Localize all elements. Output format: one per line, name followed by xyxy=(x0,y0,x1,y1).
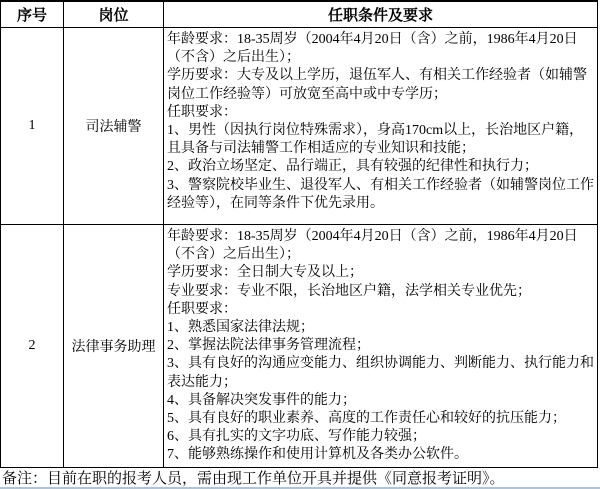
requirement-line: 年龄要求：18-35周岁（2004年4月20日（含）之前，1986年4月20日（不含）之后出生）； xyxy=(167,32,578,66)
header-cell-position: 岗位 xyxy=(64,2,164,27)
requirement-line: 专业要求：专业不限，长治地区户籍，法学相关专业优先； xyxy=(167,283,531,299)
requirement-line: 任职要求： xyxy=(167,104,237,120)
position-cell: 司法辅警 xyxy=(64,28,164,224)
requirement-line: 3、具有良好的沟通应变能力、组织协调能力、判断能力、执行能力和表达能力； xyxy=(167,356,594,390)
requirement-line: 6、具有扎实的文字功底、写作能力较强； xyxy=(167,429,426,445)
row-number-cell: 2 xyxy=(1,225,64,467)
requirements-cell xyxy=(164,225,597,467)
requirements-cell xyxy=(164,28,597,224)
table-row xyxy=(1,225,597,467)
position-cell: 法律事务助理 xyxy=(64,225,164,467)
requirement-line: 7、能够熟练操作和使用计算机及各类办公软件。 xyxy=(167,447,468,463)
requirement-line: 学历要求：大专及以上学历，退伍军人、有相关工作经验者（如辅警岗位工作经验等）可放宽至高中或中专学历； xyxy=(167,68,587,102)
table-row xyxy=(1,28,597,225)
header-cell-number: 序号 xyxy=(1,2,64,27)
requirement-line: 5、具有良好的职业素养、高度的工作责任心和较好的抗压能力； xyxy=(167,411,566,427)
requirement-line: 2、政治立场坚定、品行端正，具有较强的纪律性和执行力； xyxy=(167,159,538,175)
requirement-line: 4、具备解决突发事件的能力； xyxy=(167,392,356,408)
header-cell-requirements: 任职条件及要求 xyxy=(327,8,433,24)
row-number-cell: 1 xyxy=(1,28,64,224)
requirement-line: 1、男性（因执行岗位特殊需求），身高170cm以上，长治地区户籍，且具备与司法辅警工作相适应的专业知识和技能； xyxy=(167,123,584,157)
requirement-line: 1、熟悉国家法律法规； xyxy=(167,320,314,336)
requirement-line: 3、警察院校毕业生、退役军人、有相关工作经验者（如辅警岗位工作经验等），在同等条件下优先录用。 xyxy=(167,177,594,211)
footnote: 备注：目前在职的报考人员，需由现工作单位开具并提供《同意报考证明》。 xyxy=(2,471,505,487)
table-header-row xyxy=(1,2,597,28)
requirement-line: 学历要求：全日制大专及以上； xyxy=(167,265,363,281)
requirement-line: 任职要求： xyxy=(167,301,237,317)
requirement-line: 年龄要求：18-35周岁（2004年4月20日（含）之前，1986年4月20日（不含）之后出生）； xyxy=(167,229,578,263)
requirement-line: 2、掌握法院法律事务管理流程； xyxy=(167,338,370,354)
